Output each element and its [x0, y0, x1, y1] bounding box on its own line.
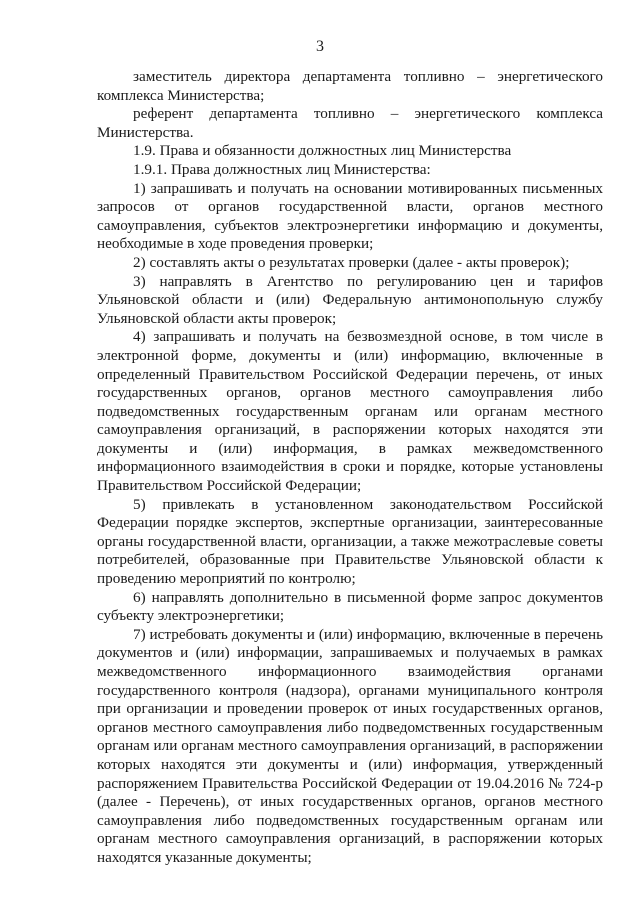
subsection-heading-rights: 1.9.1. Права должностных лиц Министерства:: [133, 160, 431, 178]
list-item-6: 6) направлять дополнительно в письменной форме запрос документов субъекту электроэнергетики;: [97, 588, 603, 625]
list-item-5: 5) привлекать в установленном законодательством Российской Федерации порядке экспертов, экспертные организации, заинтересованные органы государственной власти, организации, а также межотраслевые советы потребителей, образованные при Правительстве Ульяновской области к проведению мероприятий по контролю;: [97, 495, 603, 588]
page-number: 3: [316, 38, 324, 55]
list-item-4: 4) запрашивать и получать на безвозмездной основе, в том числе в электронной форме, документы и (или) информацию, включенные в определенный Правительством Российской Федерации перечень, от иных государственных органов, органов местного самоуправления либо подведомственных государственным органам или органам местного самоуправления организаций, в распоряжении которых находятся эти документы и (или) информация, в рамках межведомственного информационного взаимодействия в сроки и порядке, которые установлены Правительством Российской Федерации;: [97, 328, 603, 495]
document-body: [97, 68, 603, 868]
paragraph-referent: референт департамента топливно – энергетического комплекса Министерства.: [97, 105, 603, 141]
list-item-2: 2) составлять акты о результатах проверки (далее - акты проверок);: [133, 253, 570, 271]
list-item-7: 7) истребовать документы и (или) информацию, включенные в перечень документов и (или) информации, запрашиваемых и получаемых в рамках межведомственного информационного взаимодействия органами государственного контроля (надзора), органами муниципального контроля при организации и проведении проверок от иных государственных органов, органов местного самоуправления либо подведомственных государственным органам или органам местного самоуправления организаций, в распоряжении которых находятся эти документы и (или) информация, утвержденный распоряжением Правительства Российской Федерации от 19.04.2016 № 724-р (далее - Перечень), от иных государственных органов, органов местного самоуправления либо подведомственных государственным органам или органам местного самоуправления организаций, в распоряжении которых находятся указанные документы;: [97, 625, 603, 866]
section-heading-rights-duties: 1.9. Права и обязанности должностных лиц Министерства: [133, 142, 512, 160]
list-item-1: 1) запрашивать и получать на основании мотивированных письменных запросов от органов государственной власти, органов местного самоуправления, субъектов электроэнергетики информацию и документы, необходимые в ходе проведения проверки;: [97, 179, 603, 253]
list-item-3: 3) направлять в Агентство по регулированию цен и тарифов Ульяновской области и (или) Федеральную антимонопольную службу Ульяновской области акты проверок;: [97, 272, 603, 327]
paragraph-deputy-director: заместитель директора департамента топливно – энергетического комплекса Министерства;: [97, 68, 603, 104]
